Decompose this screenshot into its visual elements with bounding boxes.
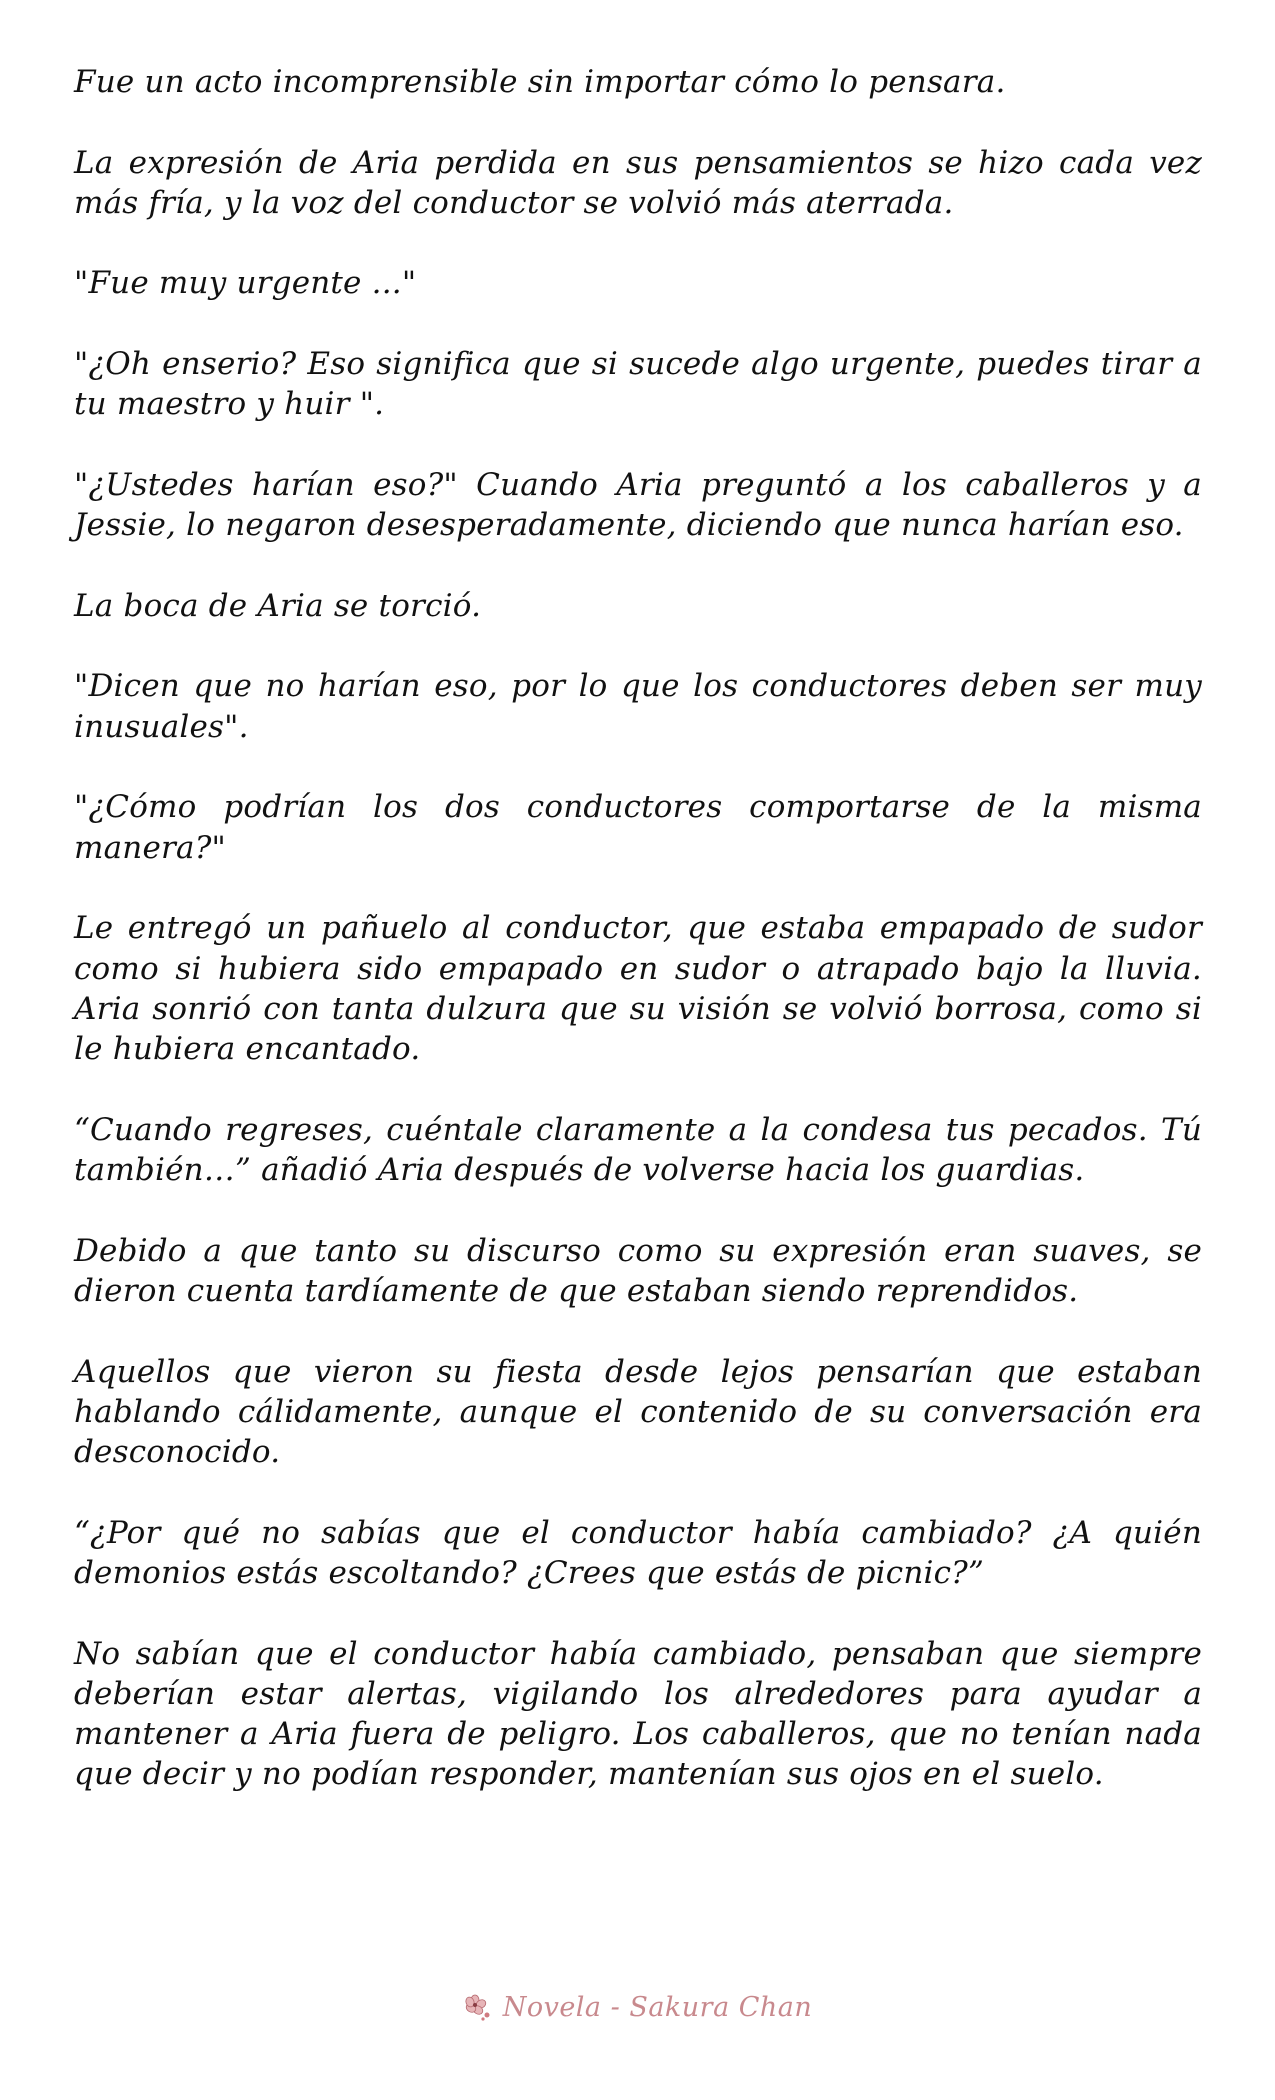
paragraph-13: “¿Por qué no sabías que el conductor había cambiado? ¿A quién demonios estás escoltando? ¿Crees que estás de picnic?” [74, 1514, 1202, 1591]
paragraph-3: "Fue muy urgente ..." [74, 265, 417, 302]
watermark-group [463, 1992, 813, 2023]
document-body [74, 62, 1202, 1795]
paragraph-9: Le entregó un pañuelo al conductor, que estaba empapado de sudor como si hubiera sido empapado en sudor o atrapado bajo la lluvia. Aria sonrió con tanta dulzura que su visión se volvió borrosa, como si le hubiera encantado. [74, 910, 1202, 1068]
watermark-text: Novela - Sakura Chan [502, 1992, 813, 2023]
paragraph-5: "¿Ustedes harían eso?" Cuando Aria preguntó a los caballeros y a Jessie, lo negaron desesperadamente, diciendo que nunca harían eso. [74, 466, 1202, 544]
paragraph-12: Aquellos que vieron su fiesta desde lejos pensarían que estaban hablando cálidamente, aunque el contenido de su conversación era desconocido. [74, 1353, 1202, 1471]
sakura-flower-icon [463, 1993, 493, 2023]
paragraph-8: "¿Cómo podrían los dos conductores comportarse de la misma manera?" [74, 789, 1202, 866]
paragraph-2: La expresión de Aria perdida en sus pensamientos se hizo cada vez más fría, y la voz del conductor se volvió más aterrada. [74, 144, 1202, 221]
paragraph-4: "¿Oh enserio? Eso significa que si sucede algo urgente, puedes tirar a tu maestro y huir ". [74, 346, 1202, 423]
paragraph-6: La boca de Aria se torció. [74, 587, 482, 624]
paragraph-10: “Cuando regreses, cuéntale claramente a la condesa tus pecados. Tú también…” añadió Aria después de volverse hacia los guardias. [74, 1111, 1202, 1189]
paragraph-11: Debido a que tanto su discurso como su expresión eran suaves, se dieron cuenta tardíamente de que estaban siendo reprendidos. [74, 1232, 1202, 1309]
paragraph-1: Fue un acto incomprensible sin importar cómo lo pensara. [74, 64, 1006, 100]
paragraph-14: No sabían que el conductor había cambiado, pensaban que siempre deberían estar alertas, vigilando los alrededores para ayudar a mantener a Aria fuera de peligro. Los caballeros, que no tenían nada que decir y no podían responder, mantenían sus ojos en el suelo. [74, 1635, 1202, 1793]
paragraph-7: "Dicen que no harían eso, por lo que los conductores deben ser muy inusuales". [74, 668, 1202, 745]
watermark [0, 1992, 1275, 2028]
